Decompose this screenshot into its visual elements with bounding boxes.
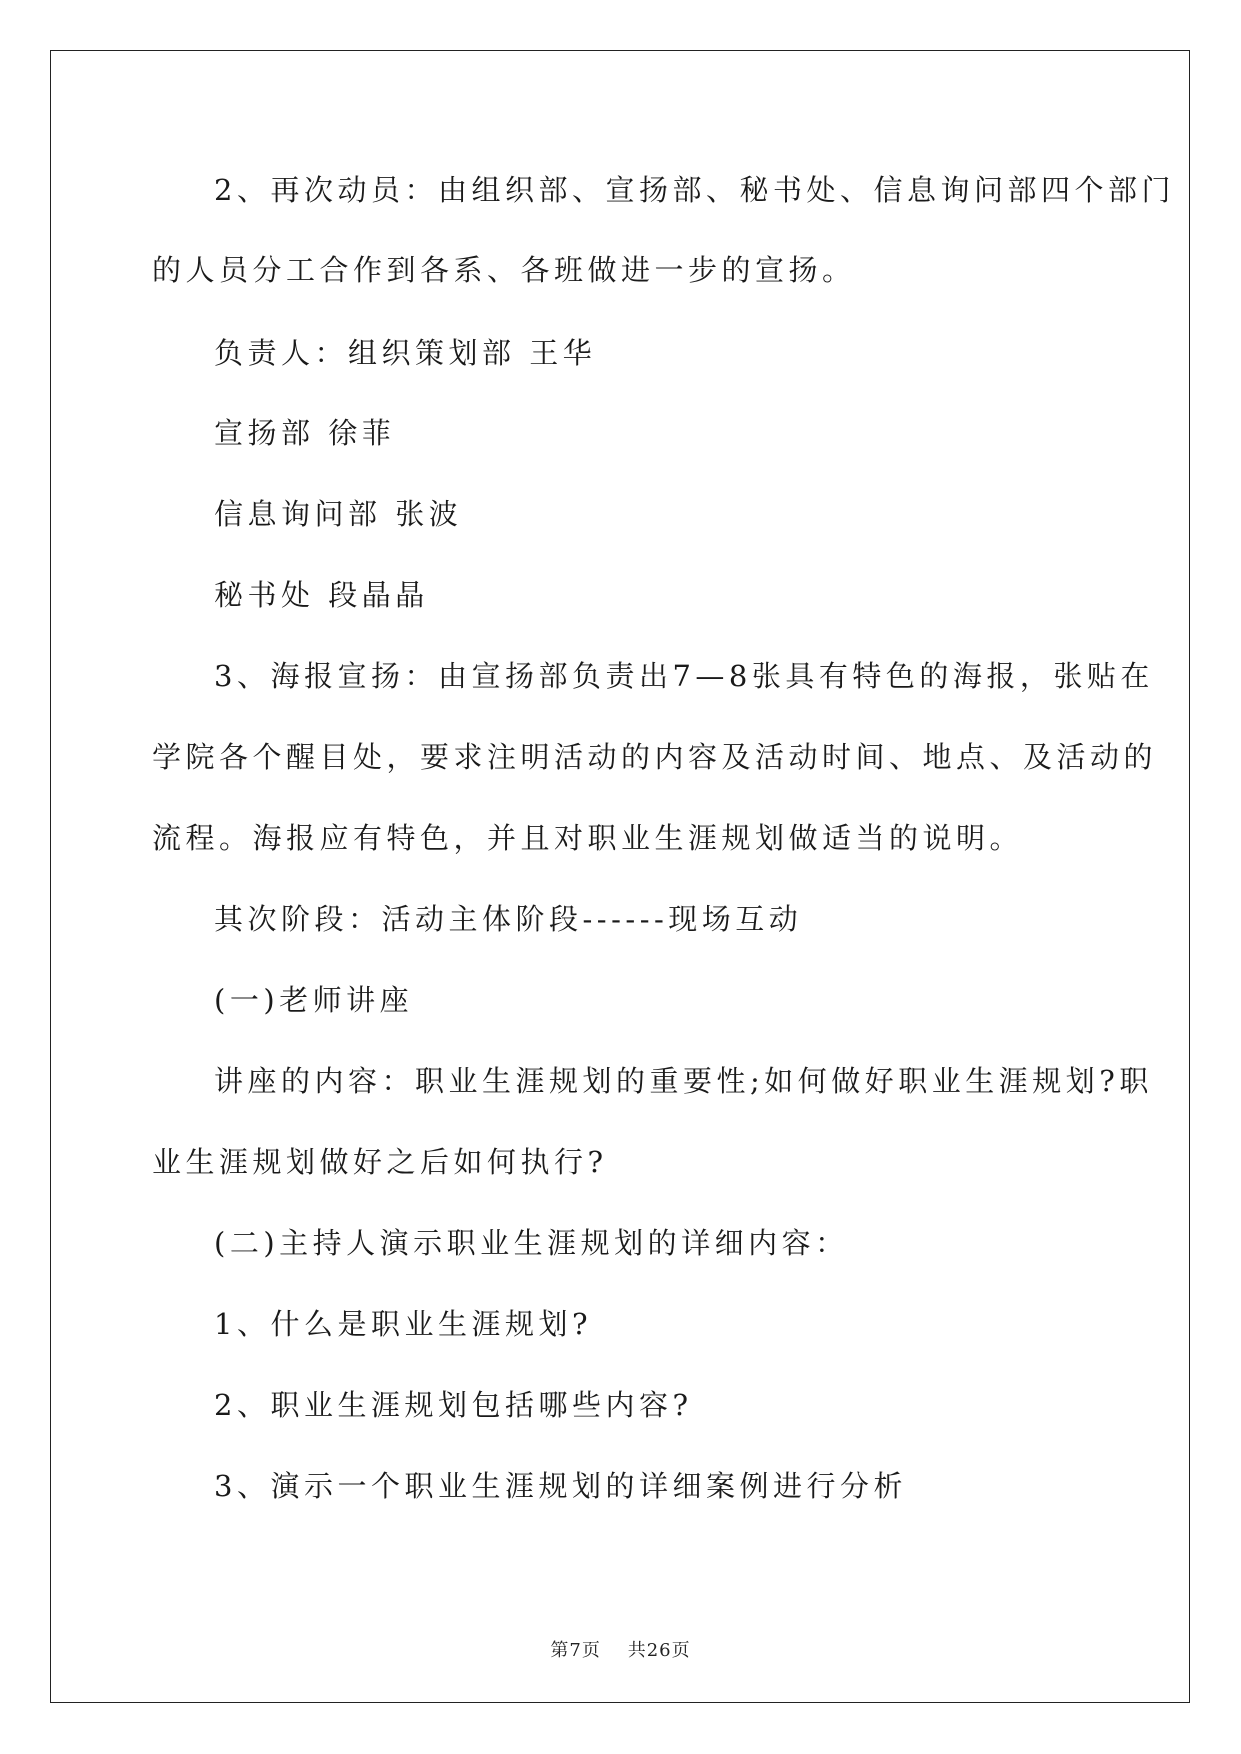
page-footer (0, 1636, 1241, 1662)
list-item: 1、什么是职业生涯规划? (214, 1307, 592, 1341)
paragraph-line: 讲座的内容：职业生涯规划的重要性;如何做好职业生涯规划?职 (214, 1064, 1153, 1098)
paragraph-line: 业生涯规划做好之后如何执行? (152, 1145, 608, 1179)
paragraph-line: 信息询问部 张波 (214, 497, 463, 531)
list-item: 2、职业生涯规划包括哪些内容? (214, 1388, 693, 1422)
list-item: 3、演示一个职业生涯规划的详细案例进行分析 (214, 1469, 907, 1503)
footer-spacer (601, 1640, 628, 1661)
paragraph-line: 3、海报宣扬：由宣扬部负责出7—8张具有特色的海报，张贴在 (214, 659, 1154, 693)
page-border (50, 50, 1190, 1703)
paragraph-line: 宣扬部 徐菲 (214, 416, 396, 450)
paragraph-line: 流程。海报应有特色，并且对职业生涯规划做适当的说明。 (152, 821, 1024, 855)
subsection-heading: (一)老师讲座 (214, 983, 414, 1017)
paragraph-line: 学院各个醒目处，要求注明活动的内容及活动时间、地点、及活动的 (152, 740, 1158, 774)
page-total: 共26页 (627, 1640, 691, 1661)
paragraph-line: 秘书处 段晶晶 (214, 578, 429, 612)
paragraph-line: 负责人：组织策划部 王华 (214, 336, 597, 370)
paragraph-line: 2、再次动员：由组织部、宣扬部、秘书处、信息询问部四个部门 (214, 173, 1175, 207)
subsection-heading: (二)主持人演示职业生涯规划的详细内容： (214, 1226, 849, 1260)
paragraph-line: 的人员分工合作到各系、各班做进一步的宣扬。 (152, 253, 856, 287)
section-heading: 其次阶段：活动主体阶段------现场互动 (214, 902, 803, 936)
page-number: 第7页 (550, 1640, 601, 1661)
